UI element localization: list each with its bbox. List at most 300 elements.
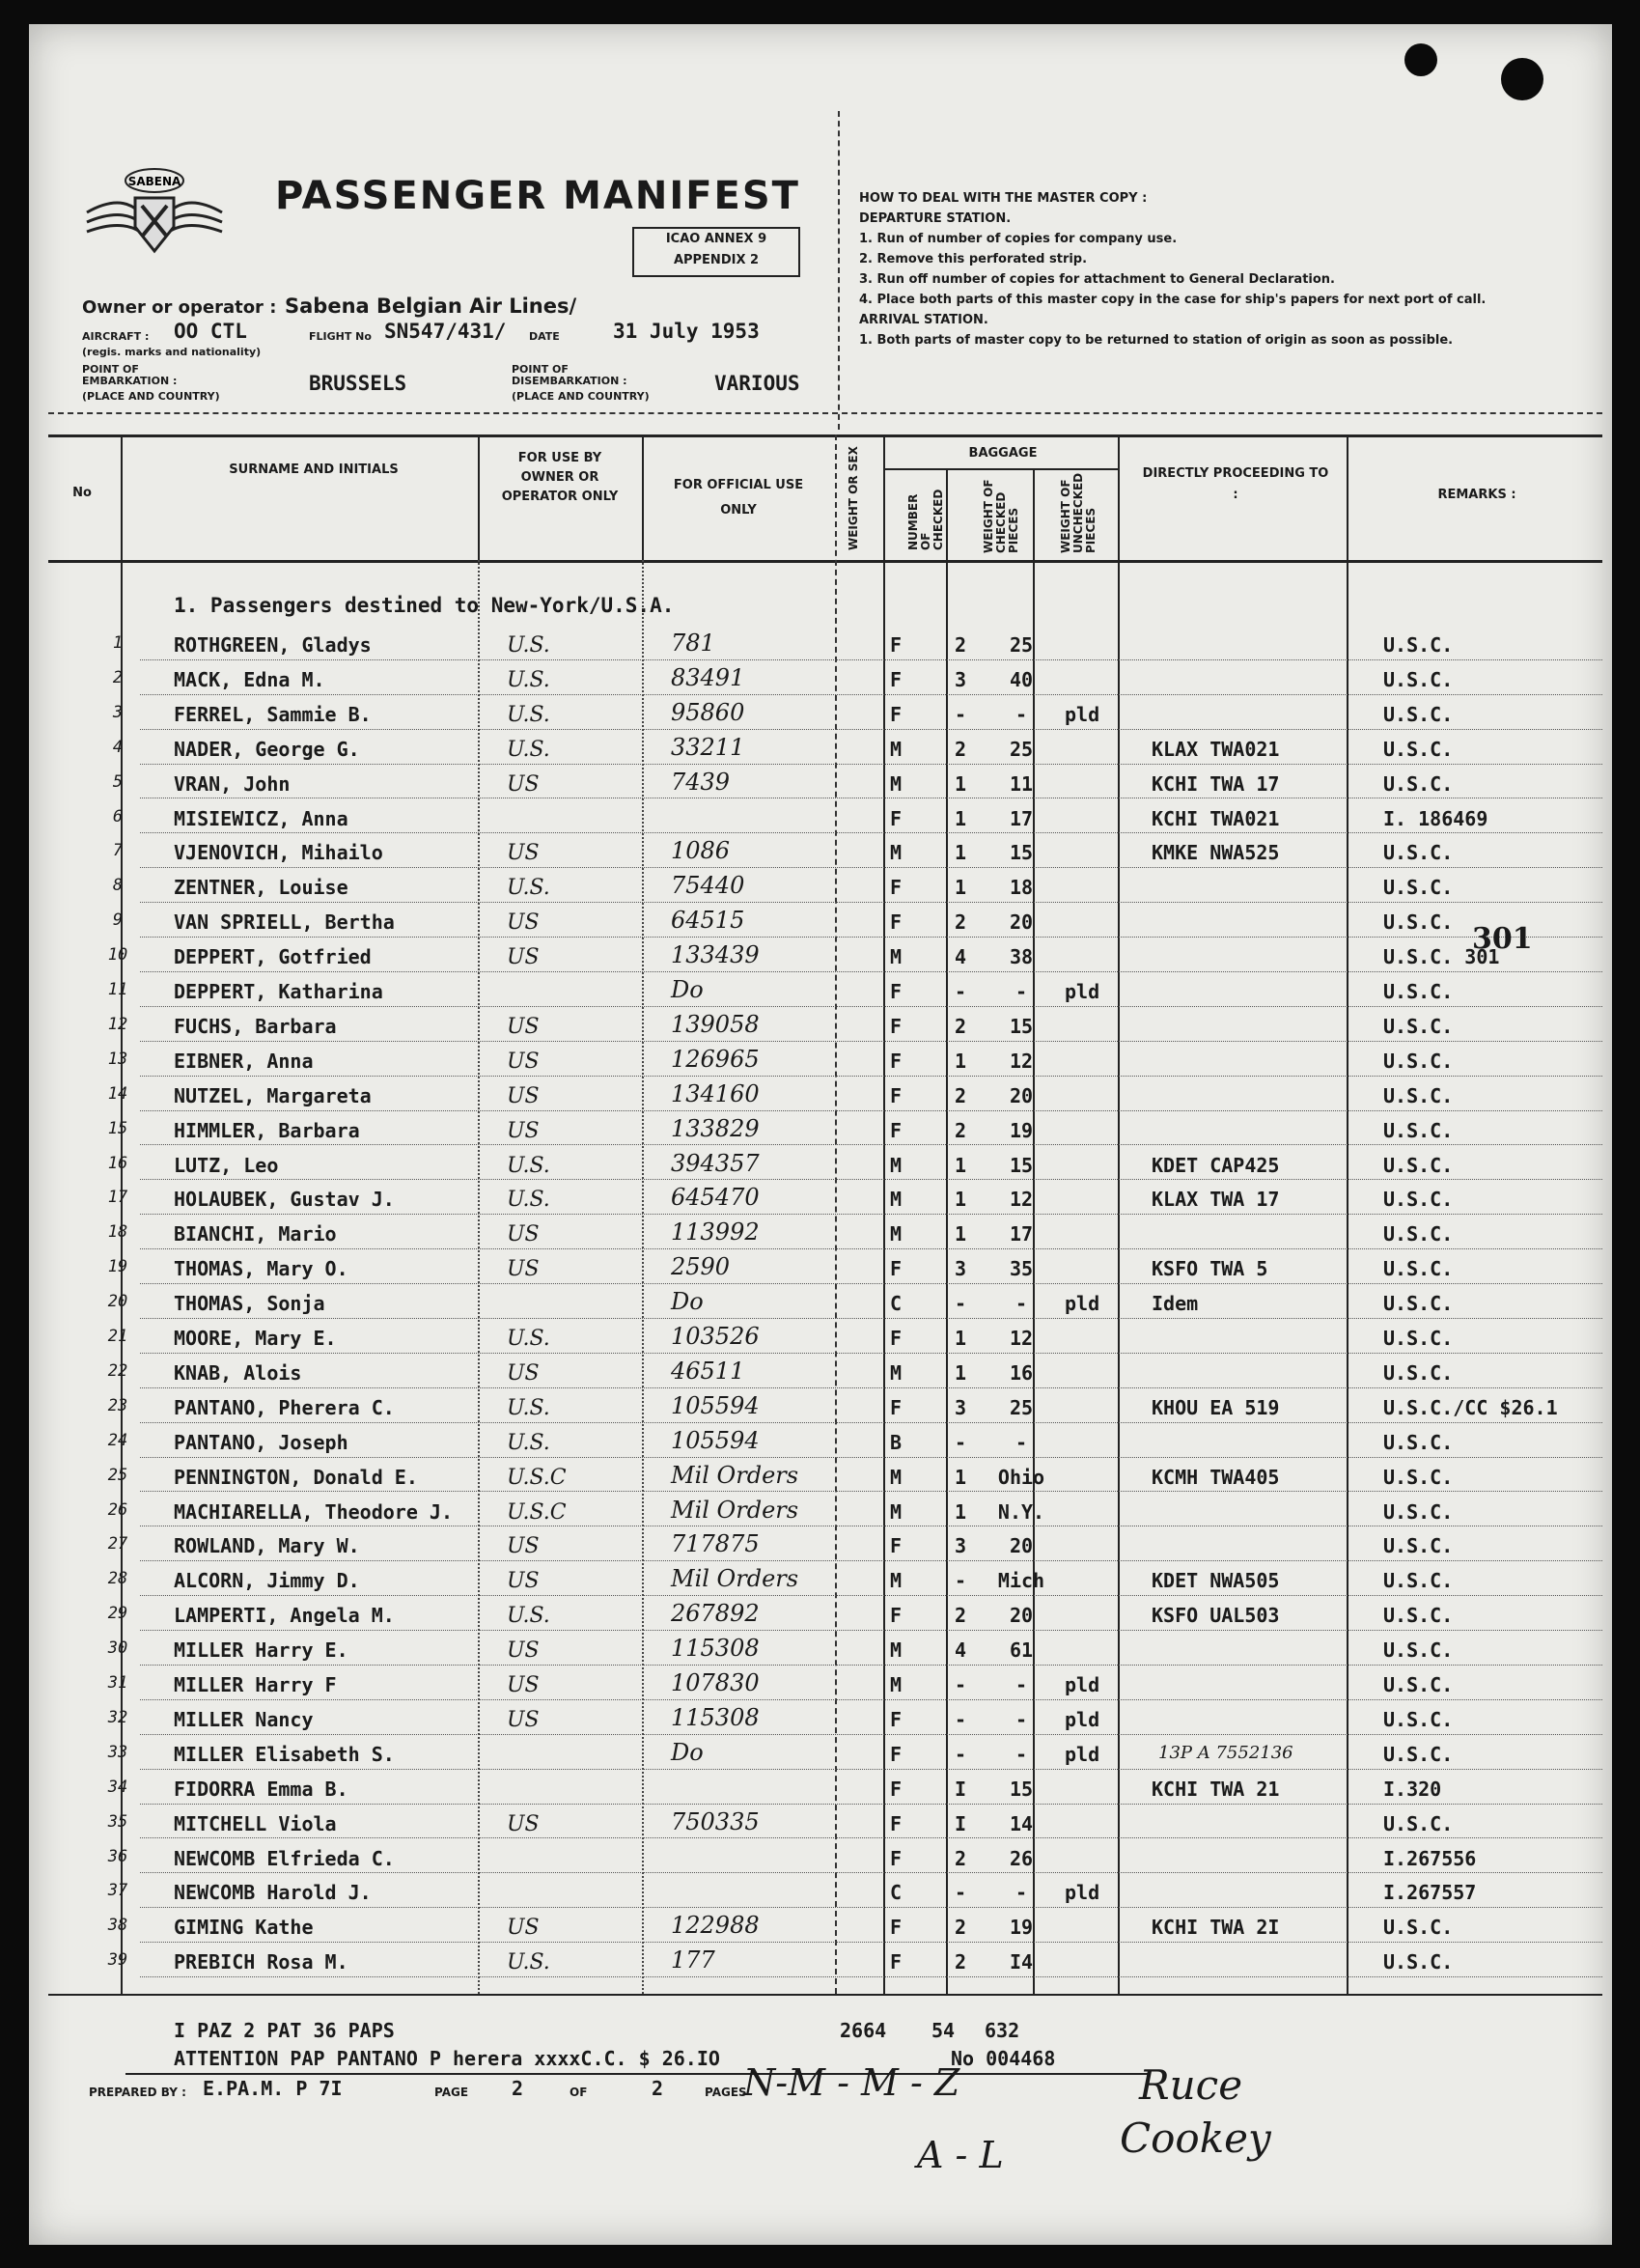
owner-label: Owner or operator : xyxy=(82,297,277,318)
remarks: U.S.C. xyxy=(1383,841,1454,865)
baggage-weight: - xyxy=(1015,702,1028,726)
remarks: U.S.C. xyxy=(1383,1707,1454,1731)
table-row xyxy=(48,801,1602,836)
baggage-count: I xyxy=(954,1777,967,1801)
official-use: Mil Orders xyxy=(671,1565,799,1593)
weight-or-sex: M xyxy=(889,841,903,865)
weight-or-sex: F xyxy=(889,1083,903,1107)
passenger-name: LAMPERTI, Angela M. xyxy=(174,1604,395,1628)
table-row xyxy=(48,1528,1602,1563)
remarks: U.S.C. xyxy=(1383,1118,1454,1142)
row-number: 37 xyxy=(107,1881,128,1901)
baggage-weight: 15 xyxy=(1009,1777,1034,1801)
directly-proceeding: KCHI TWA021 xyxy=(1152,806,1280,830)
baggage-count: - xyxy=(954,1430,967,1454)
remarks: U.S.C. xyxy=(1383,1950,1454,1974)
remarks: U.S.C. xyxy=(1383,1360,1454,1385)
owner-use: U.S. xyxy=(507,633,550,658)
table-row xyxy=(48,1113,1602,1148)
owner-use: US xyxy=(507,1916,540,1941)
table-row xyxy=(48,1390,1602,1425)
instruction-line: ARRIVAL STATION. xyxy=(859,313,988,327)
table-row xyxy=(48,1356,1602,1390)
weight-or-sex: F xyxy=(889,1707,903,1731)
owner-use: US xyxy=(507,1118,540,1143)
col-baggage-header: BAGGAGE xyxy=(968,446,1038,461)
col-remarks-header: REMARKS : xyxy=(1437,488,1516,502)
baggage-weight: 12 xyxy=(1009,1327,1034,1350)
remarks: U.S.C. xyxy=(1383,667,1454,691)
official-use: 7439 xyxy=(671,768,731,796)
row-number: 39 xyxy=(107,1950,128,1971)
official-use: Do xyxy=(671,1738,704,1766)
table-row xyxy=(48,939,1602,974)
official-use: 126965 xyxy=(671,1045,760,1073)
row-rule xyxy=(140,1214,1602,1215)
row-rule xyxy=(140,1457,1602,1458)
passenger-name: MILLER Nancy xyxy=(174,1707,314,1731)
row-rule xyxy=(140,1422,1602,1423)
remarks: U.S.C. xyxy=(1383,1499,1454,1524)
owner-use: US xyxy=(507,841,540,866)
table-row xyxy=(48,1598,1602,1633)
directly-proceeding: KDET NWA505 xyxy=(1152,1569,1280,1593)
passenger-name: PANTANO, Joseph xyxy=(174,1430,348,1454)
passenger-name: KNAB, Alois xyxy=(174,1360,302,1385)
table-row xyxy=(48,1737,1602,1772)
row-rule xyxy=(140,1353,1602,1354)
prepared-label: PREPARED BY : xyxy=(89,2086,186,2099)
row-rule xyxy=(140,1872,1602,1873)
owner-use: US xyxy=(507,910,540,936)
col-sex-header: WEIGHT OR SEX xyxy=(847,446,860,550)
table-row xyxy=(48,1460,1602,1495)
remarks: U.S.C. xyxy=(1383,980,1454,1003)
remarks: U.S.C. xyxy=(1383,1430,1454,1454)
row-rule xyxy=(140,832,1602,833)
row-number: 21 xyxy=(107,1327,128,1346)
table-bottom-border xyxy=(48,1994,1602,1996)
remarks: U.S.C. xyxy=(1383,1222,1454,1246)
baggage-weight: - xyxy=(1015,1707,1028,1731)
row-rule xyxy=(140,1318,1602,1319)
baggage-weight: 15 xyxy=(1009,841,1034,865)
unchecked-weight: pld xyxy=(1065,1881,1100,1905)
baggage-weight: Mich xyxy=(997,1569,1045,1593)
weight-or-sex: F xyxy=(889,1811,903,1835)
passenger-name: MITCHELL Viola xyxy=(174,1811,337,1835)
baggage-weight: - xyxy=(1015,1881,1028,1905)
row-rule xyxy=(140,1942,1602,1943)
col-owner-header: FOR USE BY OWNER OR OPERATOR ONLY xyxy=(501,451,619,504)
baggage-weight: 25 xyxy=(1009,1395,1034,1419)
baggage-weight: 25 xyxy=(1009,737,1034,761)
row-number: 23 xyxy=(107,1395,128,1415)
sabena-logo-icon xyxy=(82,159,227,275)
weight-or-sex: F xyxy=(889,1916,903,1940)
aircraft-note: (regis. marks and nationality) xyxy=(82,346,262,358)
baggage-count: 1 xyxy=(954,876,967,900)
baggage-weight: 25 xyxy=(1009,633,1034,657)
remarks: U.S.C. xyxy=(1383,1916,1454,1940)
attention-number: No 004468 xyxy=(951,2047,1056,2070)
remarks: U.S.C. xyxy=(1383,1327,1454,1350)
row-number: 2 xyxy=(112,667,124,687)
signature: Cookey xyxy=(1120,2114,1271,2162)
remarks: U.S.C. xyxy=(1383,1014,1454,1038)
baggage-weight: I4 xyxy=(1009,1950,1034,1974)
weight-or-sex: M xyxy=(889,1222,903,1246)
row-number: 34 xyxy=(107,1777,128,1797)
remarks: U.S.C. xyxy=(1383,1638,1454,1663)
baggage-count: 1 xyxy=(954,1499,967,1524)
row-number: 1 xyxy=(112,633,124,653)
official-use: 394357 xyxy=(671,1149,760,1177)
weight-or-sex: C xyxy=(889,1292,903,1316)
baggage-weight: 40 xyxy=(1009,667,1034,691)
row-number: 27 xyxy=(107,1534,128,1554)
baggage-weight: - xyxy=(1015,1292,1028,1316)
official-use: 105594 xyxy=(671,1391,760,1419)
baggage-count: 1 xyxy=(954,806,967,830)
passenger-name: THOMAS, Mary O. xyxy=(174,1257,348,1281)
remarks: U.S.C. xyxy=(1383,1083,1454,1107)
remarks: U.S.C. xyxy=(1383,1292,1454,1316)
weight-or-sex: M xyxy=(889,945,903,969)
weight-or-sex: F xyxy=(889,667,903,691)
official-use: Mil Orders xyxy=(671,1461,799,1489)
passenger-name: GIMING Kathe xyxy=(174,1916,314,1940)
remarks: U.S.C. xyxy=(1383,1811,1454,1835)
baggage-weight: 20 xyxy=(1009,1604,1034,1628)
baggage-count: 2 xyxy=(954,1916,967,1940)
directly-proceeding: KHOU EA 519 xyxy=(1152,1395,1280,1419)
table-row xyxy=(48,974,1602,1009)
passenger-name: FERREL, Sammie B. xyxy=(174,702,372,726)
official-use: 717875 xyxy=(671,1530,760,1558)
row-rule xyxy=(140,1734,1602,1735)
owner-use: U.S. xyxy=(507,1395,550,1420)
row-rule xyxy=(140,1595,1602,1596)
perforation-line xyxy=(838,111,840,430)
baggage-count: 2 xyxy=(954,910,967,935)
owner-use: US xyxy=(507,1014,540,1039)
svg-text:SABENA: SABENA xyxy=(127,175,181,188)
official-use: 2590 xyxy=(671,1253,731,1281)
instruction-line: DEPARTURE STATION. xyxy=(859,211,1012,226)
manifest-page xyxy=(29,24,1612,2245)
baggage-weight: 61 xyxy=(1009,1638,1034,1663)
row-number: 16 xyxy=(107,1153,128,1173)
baggage-weight: 20 xyxy=(1009,1534,1034,1558)
row-number: 29 xyxy=(107,1604,128,1624)
weight-or-sex: M xyxy=(889,1153,903,1177)
divider xyxy=(125,2073,1149,2075)
remarks: U.S.C. xyxy=(1383,633,1454,657)
weight-or-sex: M xyxy=(889,1499,903,1524)
passenger-name: PREBICH Rosa M. xyxy=(174,1950,348,1974)
row-number: 31 xyxy=(107,1673,128,1693)
row-rule xyxy=(140,1248,1602,1249)
totals-paz: I PAZ 2 PAT 36 PAPS xyxy=(174,2019,395,2042)
row-rule xyxy=(140,1387,1602,1388)
col-unc-header: WEIGHT OF UNCHECKED PIECES xyxy=(1059,472,1098,553)
baggage-weight: 19 xyxy=(1009,1118,1034,1142)
passenger-name: ALCORN, Jimmy D. xyxy=(174,1569,360,1593)
handwritten-note: A - L xyxy=(917,2134,1004,2176)
flight-label: FLIGHT No xyxy=(309,330,372,343)
weight-or-sex: F xyxy=(889,633,903,657)
row-number: 7 xyxy=(112,841,124,861)
directly-proceeding: KSFO UAL503 xyxy=(1152,1604,1280,1628)
of-label: OF xyxy=(570,2086,588,2099)
remarks: U.S.C. 301 xyxy=(1383,945,1500,969)
row-rule xyxy=(140,1560,1602,1561)
row-number: 5 xyxy=(112,771,124,792)
table-row xyxy=(48,1702,1602,1737)
row-number: 17 xyxy=(107,1188,128,1208)
row-number: 8 xyxy=(112,876,124,896)
of-value: 2 xyxy=(652,2077,664,2100)
official-use: 105594 xyxy=(671,1426,760,1454)
divider xyxy=(48,412,1602,414)
passenger-name: VJENOVICH, Mihailo xyxy=(174,841,383,865)
baggage-count: - xyxy=(954,1673,967,1696)
row-number: 6 xyxy=(112,806,124,826)
row-number: 9 xyxy=(112,910,124,931)
attention-note: ATTENTION PAP PANTANO P herera xxxxC.C. $ 26.IO xyxy=(174,2047,720,2070)
totals-num: 54 xyxy=(931,2019,956,2042)
instruction-line: 2. Remove this perforated strip. xyxy=(859,252,1088,266)
table-row xyxy=(48,1945,1602,1979)
row-rule xyxy=(140,971,1602,972)
row-number: 36 xyxy=(107,1846,128,1866)
owner-use: U.S. xyxy=(507,1327,550,1351)
passenger-name: DEPPERT, Gotfried xyxy=(174,945,372,969)
unchecked-weight: pld xyxy=(1065,1673,1100,1696)
table-row xyxy=(48,1563,1602,1598)
baggage-weight: 12 xyxy=(1009,1188,1034,1212)
instruction-line: 3. Run off number of copies for attachment to General Declaration. xyxy=(859,272,1335,287)
official-use: 107830 xyxy=(671,1669,760,1696)
icao-box xyxy=(632,227,800,277)
disembark-label: POINT OF DISEMBARKATION : xyxy=(512,363,627,387)
row-rule xyxy=(140,1976,1602,1977)
table-row xyxy=(48,1425,1602,1460)
remarks: U.S.C./CC $26.1 xyxy=(1383,1395,1558,1419)
owner-use: US xyxy=(507,1360,540,1386)
passenger-name: MISIEWICZ, Anna xyxy=(174,806,348,830)
row-rule xyxy=(140,937,1602,938)
passenger-name: FIDORRA Emma B. xyxy=(174,1777,348,1801)
directly-proceeding: KMKE NWA525 xyxy=(1152,841,1280,865)
owner-use: U.S.C xyxy=(507,1499,567,1525)
passenger-name: PENNINGTON, Donald E. xyxy=(174,1465,418,1489)
table-row xyxy=(48,1044,1602,1078)
row-number: 25 xyxy=(107,1465,128,1485)
row-number: 4 xyxy=(112,737,124,757)
baggage-count: 1 xyxy=(954,1360,967,1385)
table-row xyxy=(48,835,1602,870)
passenger-name: MACHIARELLA, Theodore J. xyxy=(174,1499,453,1524)
row-number: 10 xyxy=(107,945,128,966)
passenger-name: EIBNER, Anna xyxy=(174,1049,314,1073)
table-row xyxy=(48,732,1602,767)
row-number: 12 xyxy=(107,1014,128,1034)
row-rule xyxy=(140,1491,1602,1492)
owner-use: U.S. xyxy=(507,876,550,901)
page-title: PASSENGER MANIFEST xyxy=(275,174,800,218)
owner-use: U.S.C xyxy=(507,1465,567,1490)
remarks: U.S.C. xyxy=(1383,702,1454,726)
owner-use: US xyxy=(507,945,540,970)
weight-or-sex: F xyxy=(889,1742,903,1766)
official-use: Do xyxy=(671,976,704,1003)
row-rule xyxy=(140,1907,1602,1908)
table-row xyxy=(48,1495,1602,1529)
remarks: U.S.C. xyxy=(1383,910,1454,935)
col-divider xyxy=(478,434,480,560)
unchecked-weight: pld xyxy=(1065,1742,1100,1766)
weight-or-sex: M xyxy=(889,1465,903,1489)
baggage-count: 3 xyxy=(954,1534,967,1558)
passenger-name: VRAN, John xyxy=(174,771,291,796)
row-number: 35 xyxy=(107,1811,128,1832)
weight-or-sex: F xyxy=(889,806,903,830)
directly-proceeding: KCHI TWA 2I xyxy=(1152,1916,1280,1940)
baggage-weight: 38 xyxy=(1009,945,1034,969)
baggage-count: 2 xyxy=(954,1014,967,1038)
baggage-count: - xyxy=(954,1881,967,1905)
official-use: 115308 xyxy=(671,1703,760,1731)
passenger-name: FUCHS, Barbara xyxy=(174,1014,337,1038)
baggage-count: 3 xyxy=(954,1257,967,1281)
embark-value: BRUSSELS xyxy=(309,372,407,395)
handwritten-note: N-M - M - Z xyxy=(743,2061,960,2104)
owner-use: US xyxy=(507,1811,540,1836)
weight-or-sex: F xyxy=(889,1950,903,1974)
remarks: U.S.C. xyxy=(1383,1188,1454,1212)
owner-use: US xyxy=(507,1673,540,1697)
row-rule xyxy=(140,1144,1602,1145)
official-use: 103526 xyxy=(671,1323,760,1350)
col-no-header: No xyxy=(72,486,92,500)
passenger-name: MACK, Edna M. xyxy=(174,667,325,691)
row-rule xyxy=(140,1699,1602,1700)
table-row xyxy=(48,1772,1602,1806)
passenger-name: ZENTNER, Louise xyxy=(174,876,348,900)
baggage-count: - xyxy=(954,1292,967,1316)
passenger-name: MILLER Harry E. xyxy=(174,1638,348,1663)
passenger-name: NADER, George G. xyxy=(174,737,360,761)
owner-use: US xyxy=(507,1638,540,1664)
weight-or-sex: F xyxy=(889,1049,903,1073)
weight-or-sex: M xyxy=(889,1188,903,1212)
icao-line: APPENDIX 2 xyxy=(673,253,760,267)
disembark-note: (PLACE AND COUNTRY) xyxy=(512,390,650,403)
remarks: U.S.C. xyxy=(1383,1604,1454,1628)
passenger-name: NEWCOMB Harold J. xyxy=(174,1881,372,1905)
icao-line: ICAO ANNEX 9 xyxy=(665,232,767,246)
baggage-weight: 20 xyxy=(1009,910,1034,935)
weight-or-sex: C xyxy=(889,1881,903,1905)
unchecked-weight: pld xyxy=(1065,1707,1100,1731)
passenger-name: MOORE, Mary E. xyxy=(174,1327,337,1350)
date-label: DATE xyxy=(529,330,560,343)
baggage-count: 2 xyxy=(954,633,967,657)
table-row xyxy=(48,1078,1602,1113)
baggage-count: 3 xyxy=(954,1395,967,1419)
baggage-count: 1 xyxy=(954,1222,967,1246)
weight-or-sex: M xyxy=(889,1638,903,1663)
passenger-name: HIMMLER, Barbara xyxy=(174,1118,360,1142)
col-divider xyxy=(642,434,644,560)
table-row xyxy=(48,1148,1602,1183)
totals-wgt: 632 xyxy=(985,2019,1020,2042)
weight-or-sex: F xyxy=(889,1118,903,1142)
unchecked-weight: pld xyxy=(1065,980,1100,1003)
owner-use: U.S. xyxy=(507,737,550,762)
owner-use: U.S. xyxy=(507,702,550,727)
row-rule xyxy=(140,1283,1602,1284)
row-rule xyxy=(140,1769,1602,1770)
signature: Ruce xyxy=(1139,2061,1243,2109)
col-num-header: NUMBER OF CHECKED xyxy=(906,489,945,550)
baggage-weight: 12 xyxy=(1009,1049,1034,1073)
weight-or-sex: M xyxy=(889,1673,903,1696)
row-number: 28 xyxy=(107,1569,128,1589)
baggage-count: 2 xyxy=(954,1950,967,1974)
weight-or-sex: F xyxy=(889,910,903,935)
row-number: 19 xyxy=(107,1257,128,1277)
baggage-count: 1 xyxy=(954,1153,967,1177)
table-row xyxy=(48,1910,1602,1945)
weight-or-sex: F xyxy=(889,980,903,1003)
table-row xyxy=(48,1009,1602,1044)
baggage-count: 2 xyxy=(954,1083,967,1107)
official-use: 33211 xyxy=(671,733,745,761)
totals-weight: 2664 xyxy=(840,2019,887,2042)
baggage-weight: 17 xyxy=(1009,1222,1034,1246)
row-number: 32 xyxy=(107,1707,128,1727)
baggage-count: - xyxy=(954,702,967,726)
official-use: 133829 xyxy=(671,1114,760,1142)
passenger-name: HOLAUBEK, Gustav J. xyxy=(174,1188,395,1212)
table-row xyxy=(48,767,1602,801)
baggage-count: - xyxy=(954,1707,967,1731)
baggage-count: 2 xyxy=(954,1846,967,1870)
row-number: 14 xyxy=(107,1083,128,1104)
baggage-count: - xyxy=(954,980,967,1003)
unchecked-weight: pld xyxy=(1065,702,1100,726)
owner-use: U.S. xyxy=(507,1153,550,1178)
directly-proceeding: KCMH TWA405 xyxy=(1152,1465,1280,1489)
owner-use: U.S. xyxy=(507,1430,550,1455)
baggage-count: 2 xyxy=(954,1604,967,1628)
page-value: 2 xyxy=(512,2077,524,2100)
official-use: 750335 xyxy=(671,1807,760,1835)
row-rule xyxy=(140,1110,1602,1111)
table-top-border xyxy=(48,434,1602,437)
row-number: 15 xyxy=(107,1118,128,1138)
row-number: 30 xyxy=(107,1638,128,1659)
owner-use: US xyxy=(507,1083,540,1108)
table-row xyxy=(48,1251,1602,1286)
row-number: 18 xyxy=(107,1222,128,1243)
passenger-name: DEPPERT, Katharina xyxy=(174,980,383,1003)
prepared-value: E.PA.M. P 7I xyxy=(203,2077,343,2100)
passenger-name: ROWLAND, Mary W. xyxy=(174,1534,360,1558)
